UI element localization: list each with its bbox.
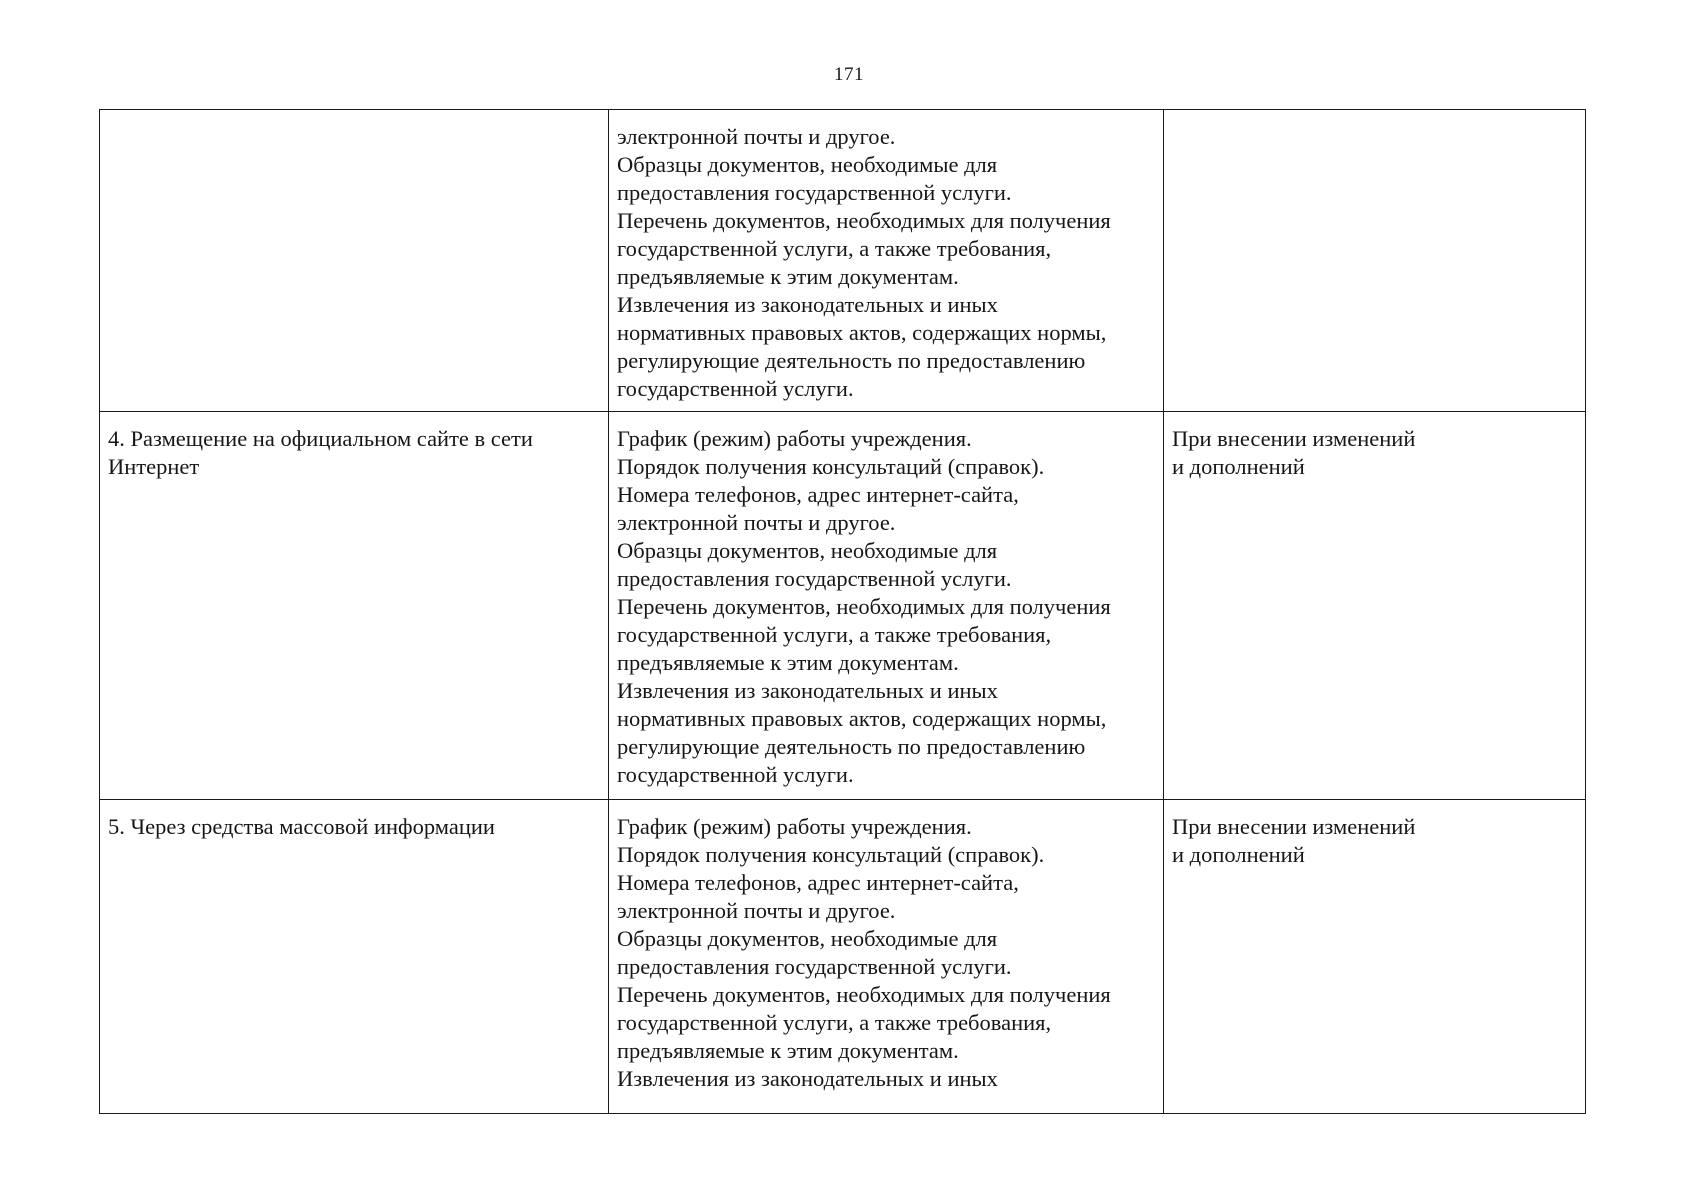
table-row — [100, 412, 1586, 800]
cell-text-line: Порядок получения консультаций (справок). — [617, 842, 1045, 867]
cell-text-line: предоставления государственной услуги. — [617, 566, 1012, 591]
cell-text-line: электронной почты и другое. — [617, 124, 896, 149]
cell-text-line: Извлечения из законодательных и иных — [617, 678, 998, 703]
cell-text-line: регулирующие деятельность по предоставлению — [617, 348, 1086, 373]
cell-text-line: электронной почты и другое. — [617, 510, 896, 535]
cell-text-line: государственной услуги, а также требования, — [617, 236, 1052, 261]
cell-text-line: При внесении изменений — [1172, 814, 1416, 839]
frequency-cell — [1164, 800, 1586, 1114]
table-row — [100, 800, 1586, 1114]
cell-text-line: Номера телефонов, адрес интернет-сайта, — [617, 870, 1019, 895]
cell-text-line: нормативных правовых актов, содержащих нормы, — [617, 320, 1107, 345]
content-cell — [609, 110, 1164, 412]
cell-text-line: Перечень документов, необходимых для получения — [617, 594, 1111, 619]
cell-text-line: Образцы документов, необходимые для — [617, 538, 998, 563]
cell-text-line: График (режим) работы учреждения. — [617, 426, 972, 451]
method-cell — [100, 110, 609, 412]
cell-text-line: предъявляемые к этим документам. — [617, 650, 959, 675]
info-table — [99, 109, 1586, 1114]
method-cell — [100, 412, 609, 800]
cell-text-line: предъявляемые к этим документам. — [617, 264, 959, 289]
cell-text-line: государственной услуги, а также требования, — [617, 622, 1052, 647]
cell-text-line: государственной услуги. — [617, 376, 854, 401]
content-cell — [609, 800, 1164, 1114]
frequency-cell — [1164, 412, 1586, 800]
cell-text-line: 4. Размещение на официальном сайте в сети — [108, 426, 533, 451]
cell-text-line: и дополнений — [1172, 454, 1305, 479]
cell-text-line: предъявляемые к этим документам. — [617, 1038, 959, 1063]
cell-text-line: электронной почты и другое. — [617, 898, 896, 923]
cell-text-line: предоставления государственной услуги. — [617, 180, 1012, 205]
cell-text-line: Образцы документов, необходимые для — [617, 152, 998, 177]
cell-text-line: При внесении изменений — [1172, 426, 1416, 451]
cell-text-line: Перечень документов, необходимых для получения — [617, 208, 1111, 233]
cell-text-line: 5. Через средства массовой информации — [108, 814, 495, 839]
cell-text-line: Извлечения из законодательных и иных — [617, 1066, 998, 1091]
cell-text-line: Перечень документов, необходимых для получения — [617, 982, 1111, 1007]
content-cell — [609, 412, 1164, 800]
cell-text-line: предоставления государственной услуги. — [617, 954, 1012, 979]
cell-text-line: Извлечения из законодательных и иных — [617, 292, 998, 317]
cell-text-line: Интернет — [108, 454, 200, 479]
frequency-cell — [1164, 110, 1586, 412]
cell-text-line: График (режим) работы учреждения. — [617, 814, 972, 839]
cell-text-line: и дополнений — [1172, 842, 1305, 867]
table-row — [100, 110, 1586, 412]
cell-text-line: государственной услуги, а также требования, — [617, 1010, 1052, 1035]
page-number: 171 — [834, 64, 864, 85]
cell-text-line: нормативных правовых актов, содержащих нормы, — [617, 706, 1107, 731]
cell-text-line: Номера телефонов, адрес интернет-сайта, — [617, 482, 1019, 507]
cell-text-line: регулирующие деятельность по предоставлению — [617, 734, 1086, 759]
method-cell — [100, 800, 609, 1114]
cell-text-line: Образцы документов, необходимые для — [617, 926, 998, 951]
cell-text-line: Порядок получения консультаций (справок). — [617, 454, 1045, 479]
cell-text-line: государственной услуги. — [617, 762, 854, 787]
